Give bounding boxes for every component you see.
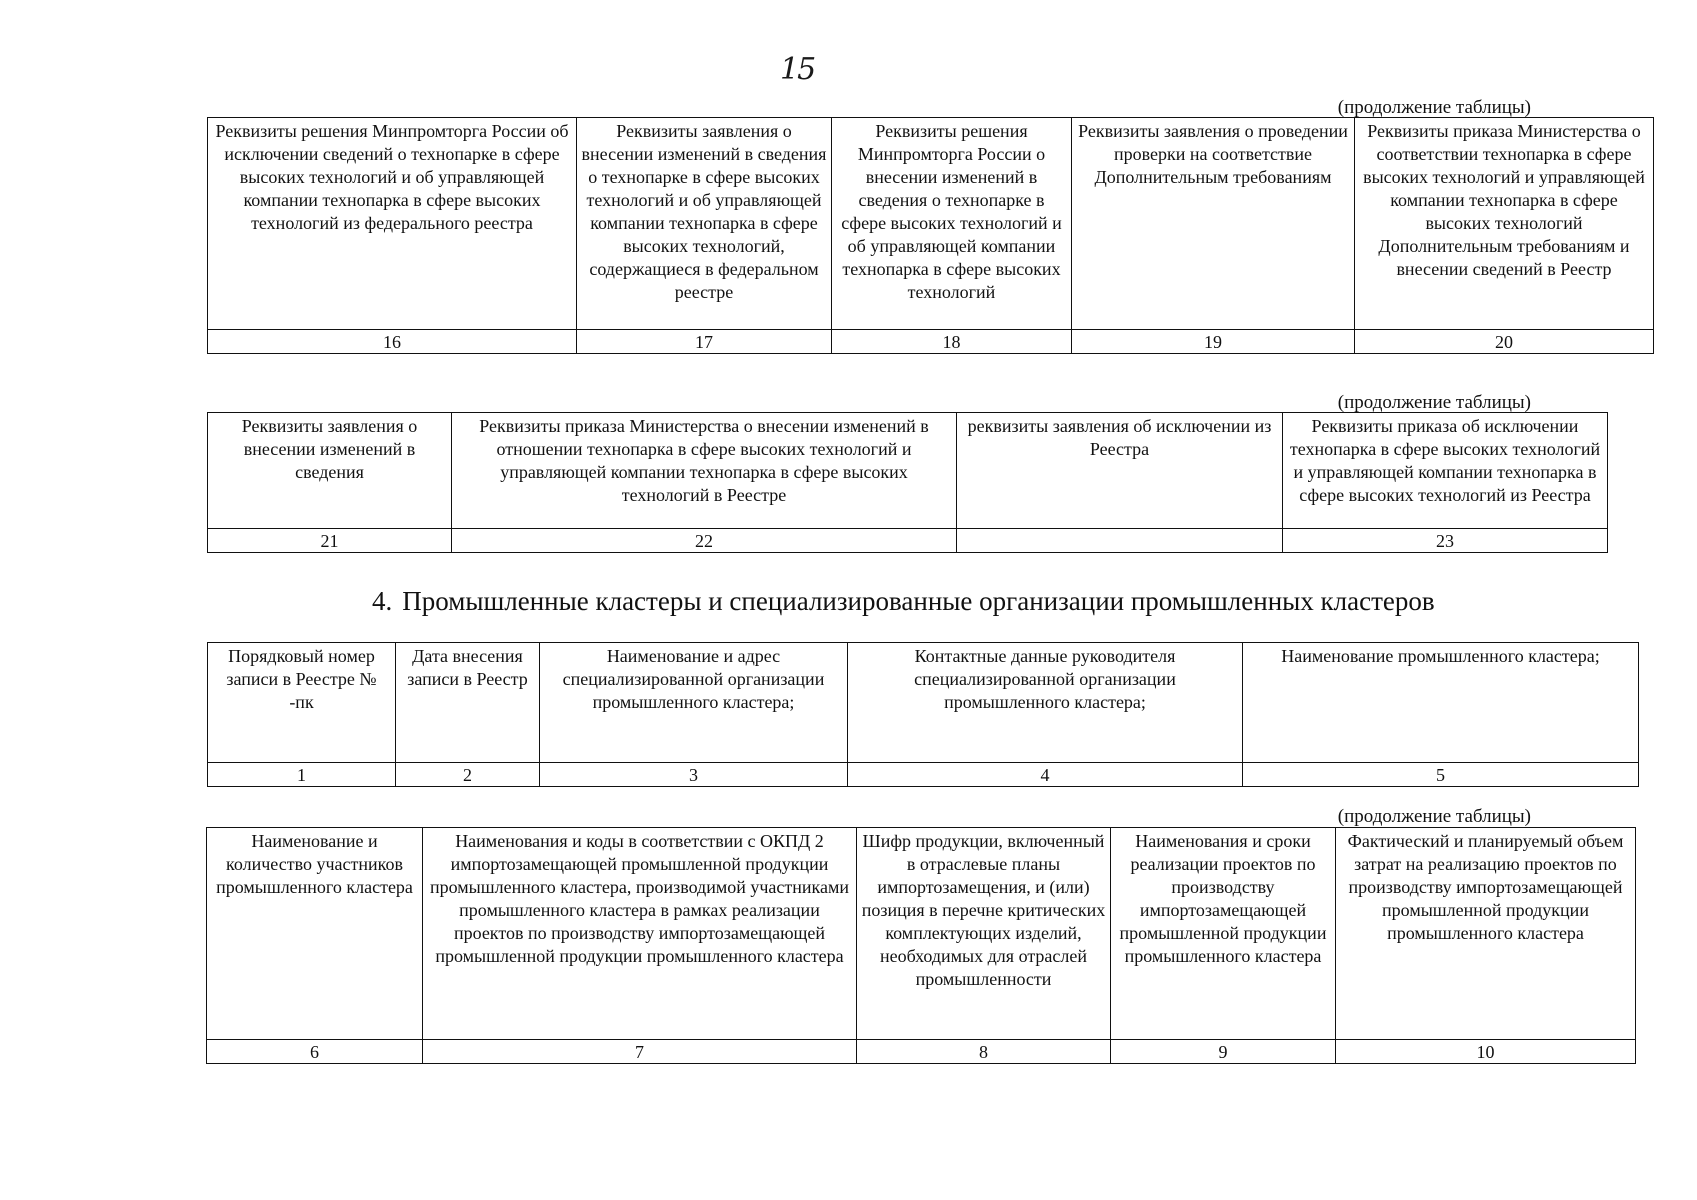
table-2-col-number: 22 [452, 529, 957, 553]
table-2-header-exclusion-application: реквизиты заявления об исключении из Реестра [957, 413, 1283, 529]
table-3-col-number: 4 [848, 763, 1243, 787]
table-3-col-number: 3 [540, 763, 848, 787]
table-1-header-18: Реквизиты решения Минпромторга России о внесении изменений в сведения о технопарке в сфере высоких технологий и об управляющей компании технопарка в сфере высоких технологий [832, 118, 1072, 330]
table-4-header-10: Фактический и планируемый объем затрат на реализацию проектов по производству импортозамещающей промышленной продукции промышленного кластера [1336, 828, 1636, 1040]
table-3-number-row [208, 763, 1639, 787]
continuation-label-1: (продолжение таблицы) [1337, 97, 1531, 118]
table-1-col-number: 20 [1355, 330, 1654, 354]
section-number: 4. [372, 586, 393, 616]
table-3-col-number: 2 [396, 763, 540, 787]
table-3-header-1: Порядковый номер записи в Реестре № -пк [208, 643, 396, 763]
table-1-header-20: Реквизиты приказа Министерства о соответствии технопарка в сфере высоких технологий и управляющей компании технопарка в сфере высоких технологий Дополнительным требованиям и внесении сведений в Реестр [1355, 118, 1654, 330]
table-4-col-number: 10 [1336, 1040, 1636, 1064]
table-2 [207, 412, 1608, 553]
table-3 [207, 642, 1639, 787]
table-3-header-5: Наименование промышленного кластера; [1243, 643, 1639, 763]
table-2-header-23: Реквизиты приказа об исключении технопарка в сфере высоких технологий и управляющей компании технопарка в сфере высоких технологий из Реестра [1283, 413, 1608, 529]
table-2-header-row [208, 413, 1608, 529]
table-3-col-number: 1 [208, 763, 396, 787]
table-2-col-number [957, 529, 1283, 553]
table-1-header-19: Реквизиты заявления о проведении проверки на соответствие Дополнительным требованиям [1072, 118, 1355, 330]
table-4-header-8: Шифр продукции, включенный в отраслевые планы импортозамещения, и (или) позиция в перечне критических комплектующих изделий, необходимых для отраслей промышленности [857, 828, 1111, 1040]
table-3-col-number: 5 [1243, 763, 1639, 787]
table-4-col-number: 6 [207, 1040, 423, 1064]
table-4-col-number: 8 [857, 1040, 1111, 1064]
table-2-header-21: Реквизиты заявления о внесении изменений в сведения [208, 413, 452, 529]
table-1-header-row [208, 118, 1654, 330]
table-3-header-2: Дата внесения записи в Реестр [396, 643, 540, 763]
table-1-col-number: 18 [832, 330, 1072, 354]
table-4-header-row [207, 828, 1636, 1040]
page-number: 15 [780, 52, 815, 87]
table-4-header-7: Наименования и коды в соответствии с ОКПД 2 импортозамещающей промышленной продукции промышленного кластера, производимой участниками промышленного кластера в рамках реализации проектов по производству импортозамещающей промышленной продукции промышленного кластера [423, 828, 857, 1040]
table-3-header-3: Наименование и адрес специализированной организации промышленного кластера; [540, 643, 848, 763]
table-4-col-number: 7 [423, 1040, 857, 1064]
section-title [372, 586, 1435, 617]
table-2-number-row [208, 529, 1608, 553]
table-4-number-row [207, 1040, 1636, 1064]
table-4-header-6: Наименование и количество участников промышленного кластера [207, 828, 423, 1040]
table-1-col-number: 17 [577, 330, 832, 354]
table-4-col-number: 9 [1111, 1040, 1336, 1064]
table-4-header-9: Наименования и сроки реализации проектов по производству импортозамещающей промышленной продукции промышленного кластера [1111, 828, 1336, 1040]
section-title-text: Промышленные кластеры и специализированные организации промышленных кластеров [402, 586, 1435, 616]
table-3-header-row [208, 643, 1639, 763]
continuation-label-3: (продолжение таблицы) [1337, 806, 1531, 827]
table-2-header-22: Реквизиты приказа Министерства о внесении изменений в отношении технопарка в сфере высоких технологий и управляющей компании технопарка в сфере высоких технологий в Реестре [452, 413, 957, 529]
table-1-number-row [208, 330, 1654, 354]
table-2-col-number: 23 [1283, 529, 1608, 553]
table-1-header-16: Реквизиты решения Минпромторга России об исключении сведений о технопарке в сфере высоких технологий и об управляющей компании технопарка в сфере высоких технологий из федерального реестра [208, 118, 577, 330]
table-3-header-4: Контактные данные руководителя специализированной организации промышленного кластера; [848, 643, 1243, 763]
table-1-col-number: 16 [208, 330, 577, 354]
continuation-label-2: (продолжение таблицы) [1337, 392, 1531, 413]
table-1 [207, 117, 1654, 354]
table-1-header-17: Реквизиты заявления о внесении изменений в сведения о технопарке в сфере высоких технологий и об управляющей компании технопарка в сфере высоких технологий, содержащиеся в федеральном реестре [577, 118, 832, 330]
table-1-col-number: 19 [1072, 330, 1355, 354]
table-2-col-number: 21 [208, 529, 452, 553]
table-4 [206, 827, 1636, 1064]
